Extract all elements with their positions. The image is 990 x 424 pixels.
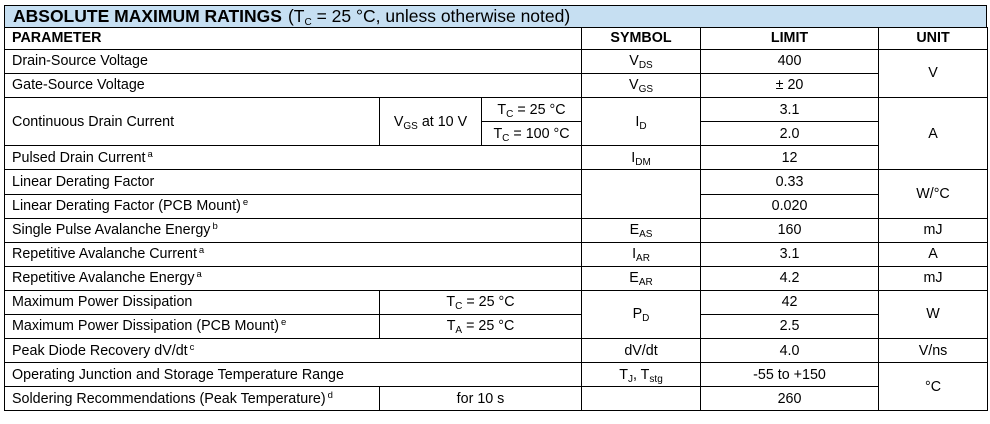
limit-ear: 4.2 <box>701 266 879 290</box>
unit-ear: mJ <box>879 266 988 290</box>
limit-vgs: ± 20 <box>701 74 879 98</box>
param-repetitive-avalanche-energy: Repetitive Avalanche Energy $^a$ <box>5 266 582 290</box>
table-row <box>5 266 988 290</box>
abs-max-ratings-table <box>4 27 988 411</box>
symbol-pd: $P_D$ <box>582 290 701 338</box>
table-row <box>5 170 988 194</box>
limit-ldf: 0.33 <box>701 170 879 194</box>
symbol-ear: $E_{AR}$ <box>582 266 701 290</box>
param-gate-source-voltage: Gate-Source Voltage <box>5 74 582 98</box>
symbol-derating-empty <box>582 170 701 218</box>
unit-dvdt: V/ns <box>879 339 988 363</box>
table-row <box>5 50 988 74</box>
symbol-tj-tstg: $T_J$, $T_{stg}$ <box>582 363 701 387</box>
table-row <box>5 242 988 266</box>
symbol-iar: $I_{AR}$ <box>582 242 701 266</box>
table-row <box>5 339 988 363</box>
symbol-solder-empty <box>582 387 701 411</box>
table-row <box>5 363 988 387</box>
param-pulsed-drain-current: Pulsed Drain Current $^a$ <box>5 146 582 170</box>
limit-pd-pcb: 2.5 <box>701 315 879 339</box>
param-drain-source-voltage: Drain-Source Voltage <box>5 50 582 74</box>
header-parameter: PARAMETER <box>5 28 582 50</box>
cond-pd-ta-25: $T_A = 25$ °C <box>380 315 582 339</box>
table-row <box>5 98 988 122</box>
cond-vgs-10v: $V_{GS}$ at 10 V <box>380 98 482 146</box>
header-symbol: SYMBOL <box>582 28 701 50</box>
symbol-eas: $E_{AS}$ <box>582 218 701 242</box>
limit-dvdt: 4.0 <box>701 339 879 363</box>
limit-idm: 12 <box>701 146 879 170</box>
limit-pd: 42 <box>701 290 879 314</box>
param-soldering-recommendations: Soldering Recommendations (Peak Temperature) $^d$ <box>5 387 380 411</box>
param-peak-diode-recovery: Peak Diode Recovery dV/dt $^c$ <box>5 339 582 363</box>
unit-power: W <box>879 290 988 338</box>
header-limit: LIMIT <box>701 28 879 50</box>
table-row <box>5 290 988 314</box>
param-max-power-dissipation-pcb: Maximum Power Dissipation (PCB Mount) $^e$ <box>5 315 380 339</box>
symbol-dvdt: dV/dt <box>582 339 701 363</box>
cond-solder-time: for 10 s <box>380 387 582 411</box>
limit-id-100: 2.0 <box>701 122 879 146</box>
limit-vds: 400 <box>701 50 879 74</box>
table-row <box>5 315 988 339</box>
unit-temperature: °C <box>879 363 988 411</box>
table-row <box>5 146 988 170</box>
abs-max-ratings-table-container <box>4 5 987 411</box>
symbol-id: $I_D$ <box>582 98 701 146</box>
table-row <box>5 74 988 98</box>
param-linear-derating-factor-pcb: Linear Derating Factor (PCB Mount) $^e$ <box>5 194 582 218</box>
table-row <box>5 218 988 242</box>
header-unit: UNIT <box>879 28 988 50</box>
symbol-vgs: $V_{GS}$ <box>582 74 701 98</box>
unit-eas: mJ <box>879 218 988 242</box>
cond-pd-tc-25: $T_C = 25$ °C <box>380 290 582 314</box>
param-linear-derating-factor: Linear Derating Factor <box>5 170 582 194</box>
limit-id-25: 3.1 <box>701 98 879 122</box>
table-title-bar <box>4 5 987 27</box>
unit-derating: W/°C <box>879 170 988 218</box>
param-operating-temperature-range: Operating Junction and Storage Temperature Range <box>5 363 582 387</box>
unit-iar: A <box>879 242 988 266</box>
limit-iar: 3.1 <box>701 242 879 266</box>
symbol-idm: $I_{DM}$ <box>582 146 701 170</box>
cond-tc-100: $T_C = 100$ °C <box>482 122 582 146</box>
unit-current: A <box>879 98 988 170</box>
param-continuous-drain-current: Continuous Drain Current <box>5 98 380 146</box>
cond-tc-25: $T_C = 25$ °C <box>482 98 582 122</box>
param-single-pulse-avalanche-energy: Single Pulse Avalanche Energy $^b$ <box>5 218 582 242</box>
table-row <box>5 387 988 411</box>
limit-solder: 260 <box>701 387 879 411</box>
table-title: ABSOLUTE MAXIMUM RATINGS <box>13 6 282 26</box>
limit-tj: -55 to +150 <box>701 363 879 387</box>
limit-eas: 160 <box>701 218 879 242</box>
table-row <box>5 194 988 218</box>
limit-ldf-pcb: 0.020 <box>701 194 879 218</box>
header-row <box>5 28 988 50</box>
param-repetitive-avalanche-current: Repetitive Avalanche Current $^a$ <box>5 242 582 266</box>
unit-voltage: V <box>879 50 988 98</box>
table-title-note: ($T_C = 25$ °C, unless otherwise noted) <box>287 6 571 28</box>
param-max-power-dissipation: Maximum Power Dissipation <box>5 290 380 314</box>
symbol-vds: $V_{DS}$ <box>582 50 701 74</box>
